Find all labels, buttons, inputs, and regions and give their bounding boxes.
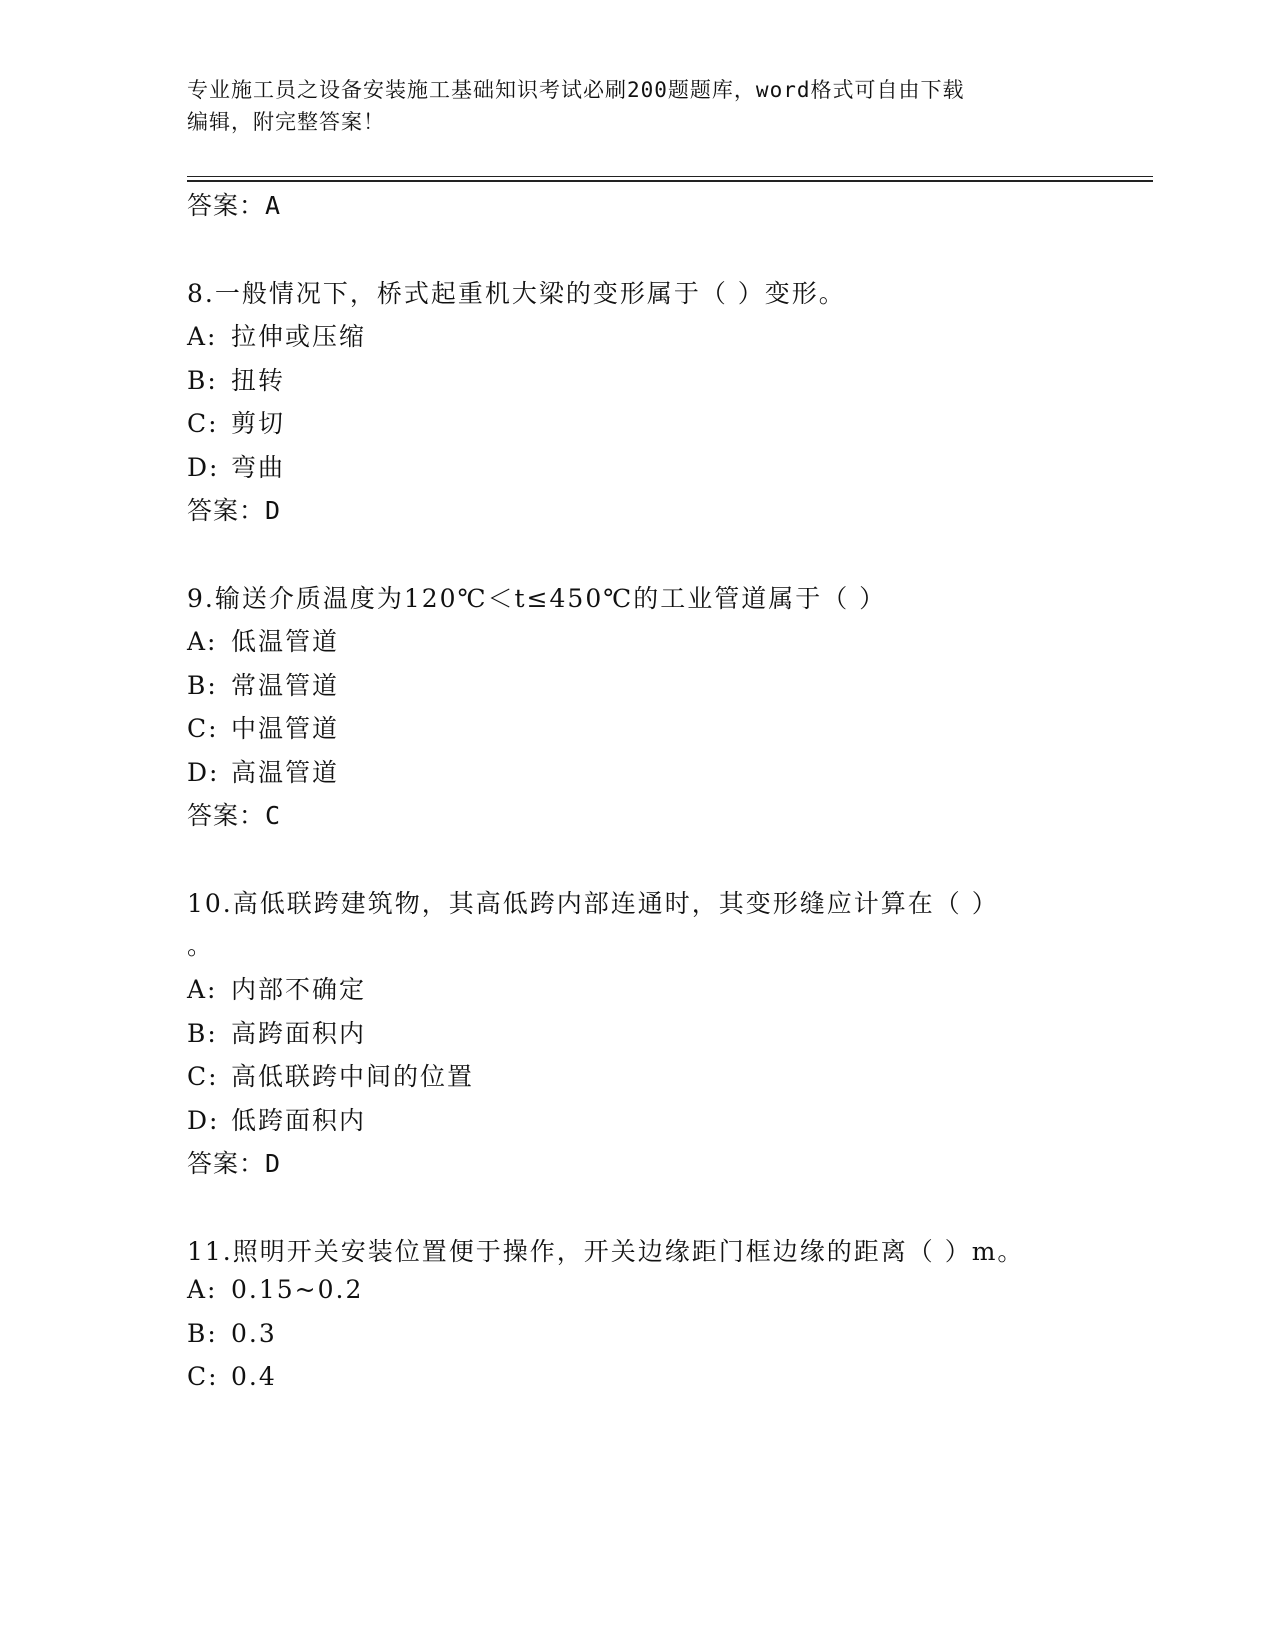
option-key: A:	[187, 1275, 218, 1304]
option-key: A:	[187, 627, 218, 656]
option-key: A:	[187, 322, 218, 351]
option-text: 0.4	[231, 1362, 277, 1391]
question-10-option-a	[187, 970, 366, 1006]
question-10-option-c	[187, 1057, 474, 1093]
question-9-option-c	[187, 709, 339, 745]
question-8-option-c	[187, 404, 285, 440]
option-key: B:	[187, 366, 218, 395]
option-text: 中温管道	[231, 714, 340, 743]
option-text: 低温管道	[231, 627, 340, 656]
option-key: B:	[187, 1019, 218, 1048]
question-9-option-b	[187, 666, 339, 702]
option-text: 0.15~0.2	[231, 1275, 364, 1304]
question-9-option-d	[187, 753, 339, 789]
option-key: D:	[187, 453, 220, 482]
option-text: 内部不确定	[231, 975, 367, 1004]
option-text: 高低联跨中间的位置	[231, 1062, 475, 1091]
question-10-option-d	[187, 1101, 366, 1137]
option-key: C:	[187, 1062, 219, 1091]
option-text: 拉伸或压缩	[231, 322, 367, 351]
question-10-text: 10.高低联跨建筑物，其高低跨内部连通时，其变形缝应计算在（ ）	[187, 889, 999, 918]
option-key: B:	[187, 1319, 218, 1348]
option-key: C:	[187, 1362, 219, 1391]
option-text: 剪切	[231, 409, 286, 438]
question-8-text: 8.一般情况下，桥式起重机大梁的变形属于（ ）变形。	[187, 279, 846, 308]
option-text: 低跨面积内	[231, 1106, 367, 1135]
question-11-option-b	[187, 1319, 277, 1348]
option-text: 高跨面积内	[231, 1019, 367, 1048]
option-text: 常温管道	[231, 671, 340, 700]
header-line-1: 专业施工员之设备安装施工基础知识考试必刷200题题库，word格式可自由下载	[187, 78, 965, 102]
question-9-text: 9.输送介质温度为120℃＜t≤450℃的工业管道属于（ ）	[187, 584, 887, 613]
option-key: C:	[187, 714, 219, 743]
question-11-option-a	[187, 1275, 363, 1304]
header-divider-thick	[187, 180, 1153, 182]
option-key: D:	[187, 1106, 220, 1135]
question-10-option-b	[187, 1014, 366, 1050]
option-key: C:	[187, 409, 219, 438]
header-divider-thin	[187, 176, 1153, 177]
question-11-option-c	[187, 1362, 277, 1391]
answer-prev: 答案：A	[187, 191, 282, 220]
header-line-2: 编辑，附完整答案！	[187, 110, 385, 134]
option-text: 弯曲	[231, 453, 286, 482]
option-text: 0.3	[231, 1319, 277, 1348]
question-8-option-a	[187, 317, 366, 353]
question-9-answer: 答案：C	[187, 801, 282, 830]
document-header	[187, 74, 1067, 138]
question-11-text: 11.照明开关安装位置便于操作，开关边缘距门框边缘的距离（ ）m。	[187, 1237, 1025, 1266]
question-10-text-cont: 。	[187, 931, 215, 960]
question-9-option-a	[187, 622, 339, 658]
option-key: D:	[187, 758, 220, 787]
question-8-option-b	[187, 361, 285, 397]
option-text: 高温管道	[231, 758, 340, 787]
option-key: A:	[187, 975, 218, 1004]
option-text: 扭转	[231, 366, 286, 395]
question-8-answer: 答案：D	[187, 496, 282, 525]
question-8-option-d	[187, 448, 285, 484]
question-10-answer: 答案：D	[187, 1149, 282, 1178]
option-key: B:	[187, 671, 218, 700]
